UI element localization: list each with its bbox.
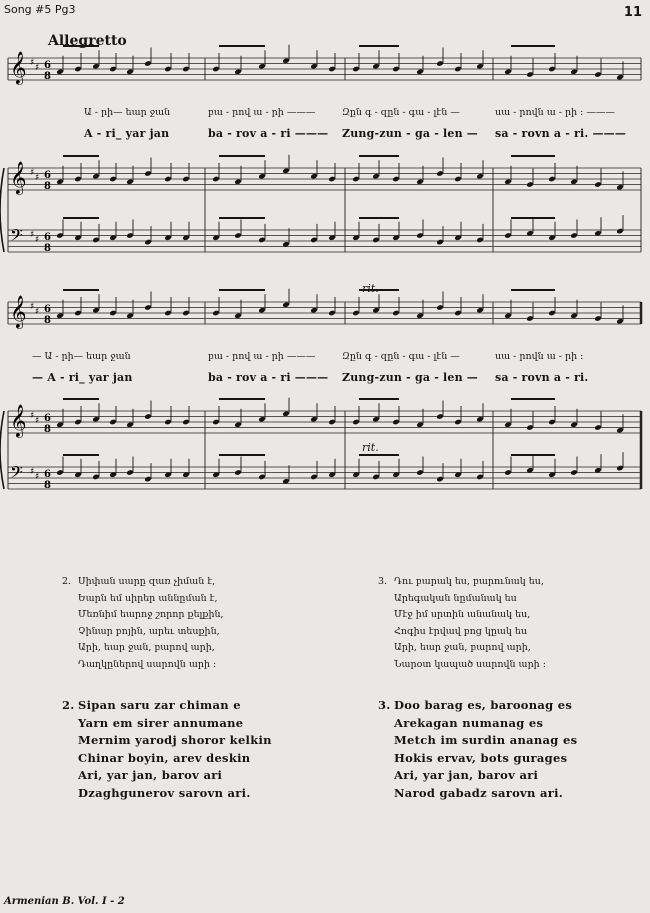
- system2-voice-sharp-1: ♯: [30, 302, 35, 312]
- lyric-arm-2-3: Զըն գ - զըն - գա - լէն —: [342, 351, 460, 362]
- verse-line: Hokis ervav, bots gurages: [394, 750, 568, 765]
- verse-number: 2.: [62, 576, 72, 587]
- lyric-arm-1-3: Զըն գ - զըն - գա - լէն —: [342, 107, 460, 118]
- verse-line: Մեռնիմ եարոջ շորոր քելքին,: [78, 609, 224, 620]
- system2-bass-sharp-2: ♯: [35, 472, 40, 482]
- verse-line: Արեգական նըմանակ ես: [394, 592, 517, 604]
- system1-piano-brace: [0, 168, 4, 252]
- lyric-lat-2-2: ba - rov a - ri ———: [208, 371, 329, 384]
- system2-bass-sharp-1: ♯: [30, 467, 35, 477]
- lyric-lat-1-1: A - ri_ yar jan: [84, 127, 170, 140]
- system2-treble-time-top: 6: [44, 413, 51, 424]
- verse-line: Արի, եար ջան, բարով արի,: [394, 642, 531, 653]
- system1-treble-time-bottom: 8: [44, 181, 51, 192]
- verse-2-armenian: [62, 574, 224, 673]
- system1-latin-lyrics: [0, 127, 650, 141]
- lyric-arm-1-1: Ա - րի— եար ջան: [84, 107, 171, 118]
- lyric-lat-2-4: sa - rovn a - ri.: [495, 371, 589, 384]
- system1-voice-clef: 𝄞: [10, 51, 27, 84]
- verse-line: Արի, եար ջան, բարով արի,: [78, 642, 215, 653]
- system1-voice-time-top: 6: [44, 60, 51, 71]
- system2-treble-sharp-1: ♯: [30, 411, 35, 421]
- system1-treble-clef: 𝄞: [10, 161, 27, 194]
- lyric-lat-2-1: — A - ri_ yar jan: [32, 371, 133, 384]
- footer-volume-label: Armenian B. Vol. I - 2: [4, 896, 125, 907]
- verse-line: Մէջ իմ սրտին անանակ ես,: [394, 609, 531, 620]
- system2-piano-brace: [0, 411, 4, 489]
- lyric-arm-2-2: բա - րով ա - րի ———: [208, 351, 316, 362]
- system1-treble-sharp-2: ♯: [35, 173, 40, 183]
- system2-armenian-lyrics: [0, 351, 650, 365]
- system2-treble-sharp-2: ♯: [35, 416, 40, 426]
- system1-bass-sharp-2: ♯: [35, 235, 40, 245]
- song-page-label: Song #5 Pg3: [4, 3, 76, 16]
- system2-bass-clef: 𝄢: [10, 462, 23, 486]
- system1-bass-sharp-1: ♯: [30, 230, 35, 240]
- system1-voice-sharp-1: ♯: [30, 58, 35, 68]
- rit-marking-voice: rit.: [362, 282, 379, 295]
- system2-voice-time-top: 6: [44, 304, 51, 315]
- rit-marking-piano: rit.: [362, 441, 379, 454]
- verse-line: Arekagan numanag es: [394, 715, 544, 730]
- verse-line: 2. Sipan saru zar chiman e: [62, 697, 272, 715]
- verse-number: 2.: [62, 698, 75, 712]
- verse-line: Metch im surdin ananag es: [394, 733, 578, 747]
- verse-line: Ari, yar jan, barov ari: [78, 768, 223, 782]
- verse-line: Narod gabadz sarovn ari.: [394, 785, 564, 800]
- lyric-lat-1-4: sa - rovn a - ri. ———: [495, 127, 627, 140]
- system2-bass-time-bottom: 8: [44, 480, 51, 491]
- verse-line: 3. Doo barag es, baroonag es: [378, 697, 577, 715]
- system2-latin-lyrics: [0, 371, 650, 385]
- lyric-arm-2-4: սա - րովն ա - րի :: [495, 351, 584, 362]
- system1-bass-time-top: 6: [44, 232, 51, 243]
- lyric-lat-1-3: Zung-zun - ga - len —: [342, 127, 478, 140]
- system1-voice-time-bottom: 8: [44, 71, 51, 82]
- verse-line: Dzaghgunerov sarovn ari.: [78, 785, 251, 800]
- system2-voice-sharp-2: ♯: [35, 307, 40, 317]
- lyric-lat-2-3: Zung-zun - ga - len —: [342, 371, 478, 384]
- lyric-lat-1-2: ba - rov a - ri ———: [208, 127, 329, 140]
- verse-line: 2. Սիփան սարը զառ չիման է,: [62, 574, 224, 591]
- verse-line: Չինար բոյին, արեւ տեսքին,: [78, 625, 220, 637]
- system2-treble-clef: 𝄞: [10, 404, 27, 437]
- system2-voice-time-bottom: 8: [44, 315, 51, 326]
- system1-bass-time-bottom: 8: [44, 243, 51, 254]
- verse-number: 3.: [378, 576, 388, 587]
- verse-3-latin: [378, 697, 577, 802]
- system1-voice-sharp-2: ♯: [35, 63, 40, 73]
- verse-line: Եարն եմ սիրեր աննըման է,: [78, 592, 218, 604]
- verse-3-armenian: [378, 574, 546, 673]
- verse-line: Հոգիս էրվավ բոց կըակ ես: [394, 625, 527, 637]
- system2-treble-time-bottom: 8: [44, 424, 51, 435]
- verse-line: 3. Դու բարակ ես, բարունակ ես,: [378, 574, 546, 591]
- system2-voice-clef: 𝄞: [10, 295, 27, 328]
- system1-armenian-lyrics: [0, 107, 650, 121]
- verse-number: 3.: [378, 698, 391, 712]
- tempo-marking: Allegretto: [48, 33, 127, 49]
- verse-line: Yarn em sirer annumane: [78, 715, 244, 730]
- page-number: 11: [623, 5, 642, 20]
- lyric-arm-1-2: բա - րով ա - րի ———: [208, 107, 316, 118]
- system1-treble-sharp-1: ♯: [30, 168, 35, 178]
- verse-line: Chinar boyin, arev deskin: [78, 750, 251, 765]
- verse-line: Mernim yarodj shoror kelkin: [78, 733, 272, 747]
- lyric-arm-2-1: — Ա - րի— եար ջան: [32, 351, 131, 362]
- verse-line: Նարօտ կապած սարովն արի :: [394, 658, 546, 670]
- system1-treble-time-top: 6: [44, 170, 51, 181]
- lyric-arm-1-4: սա - րովն ա - րի : ———: [495, 107, 615, 118]
- system1-bass-clef: 𝄢: [10, 225, 23, 249]
- verse-line: Ari, yar jan, barov ari: [394, 768, 539, 782]
- verse-2-latin: [62, 697, 272, 802]
- system2-bass-time-top: 6: [44, 469, 51, 480]
- verse-line: Դաղկըներով սարովն արի :: [78, 658, 217, 670]
